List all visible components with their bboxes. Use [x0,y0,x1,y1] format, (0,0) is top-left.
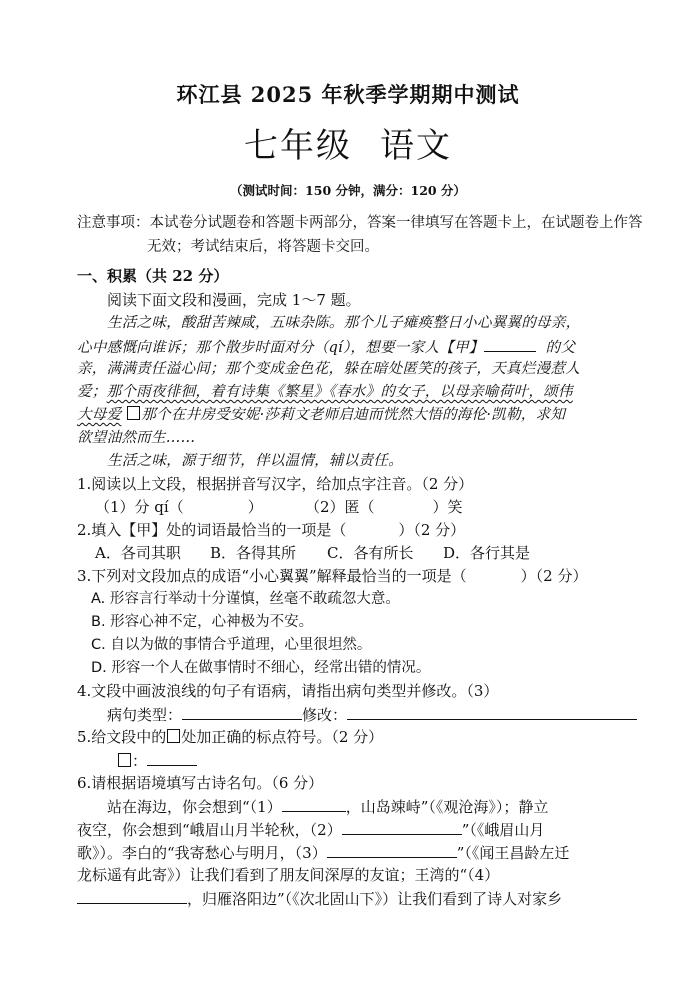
q2-option-c[interactable]: C．各有所长 [327,544,414,562]
q3-option-b[interactable]: B. 形容心神不定，心神极为不安。 [91,614,314,630]
q1-b-close: ）笑 [432,498,463,516]
q5-stem: 5.给文段中的 [77,728,167,746]
passage-line [77,335,575,359]
q2-option-b[interactable]: B．各得其所 [210,544,297,562]
q1-b-text: （2）匿（ [305,498,375,516]
q5-answer-line [117,749,197,772]
passage-line: 亲，满满责任溢心间；那个变成金色花，躲在暗处匿笑的孩子，天真烂漫惹人 [77,360,580,377]
q3-stem: 3.下列对文段加点的成语“小心翼翼”解释最恰当的一项是（ [77,567,467,585]
passage-text: 的父 [545,339,576,356]
q3-stem-end: ）（2 分） [520,567,588,585]
q6-blank-2[interactable] [342,818,462,835]
q6-text: ”（《闻王昌龄左迁 [456,844,570,862]
question-6: 6.请根据语境填写古诗名句。（6 分） [77,774,324,792]
question-1: 1.阅读以上文段，根据拼音写汉字，给加点字注音。（2 分） [77,475,474,493]
q6-line [77,818,544,841]
passage-line: 欲望油然而生…… [77,429,196,446]
q6-line: 龙标遥有此寄》）让我们看到了朋友间深厚的友谊；王湾的“（4） [77,866,500,884]
exam-info: （测试时间：150 分钟，满分：120 分） [230,183,466,198]
q6-text: ，归雁洛阳边”（《次北固山下》）让我们看到了诗人对家乡 [187,890,563,908]
q3-option-a[interactable]: A. 形容言行举动十分谨慎，丝毫不敢疏忽大意。 [91,591,400,607]
q4-type-label: 病句类型： [107,706,183,724]
punctuation-box[interactable] [127,406,140,420]
q5-answer-blank[interactable] [147,749,197,766]
punctuation-box-icon [167,729,180,743]
passage-line: 生活之味，源于细节，伴以温情，辅以责任。 [107,452,403,469]
notice-line-1: 注意事项：本试卷分试题卷和答题卡两部分，答案一律填写在答题卡上，在试题卷上作答 [77,215,643,231]
grade-subject-title [0,124,696,168]
q6-text: 站在海边，你会想到“（1） [107,798,282,816]
q6-text: 歌》）。李白的“我寄愁心与明月，（3） [77,844,327,862]
passage-line [77,404,565,426]
q6-line [77,841,569,864]
q6-text: 夜空，你会想到“峨眉山月半轮秋，（2） [77,821,342,839]
q1-a-close: ） [247,498,263,516]
notice-line-2: 无效；考试结束后，将答题卡交回。 [147,239,379,255]
grade-label: 七年级 [244,126,352,166]
q2-stem: 2.填入【甲】处的词语最恰当的一项是（ [77,521,347,539]
wavy-sentence: 那个雨夜徘徊，着有诗集《繁星》《春水》的女子，以母亲喻荷叶，颂伟 [106,383,573,400]
passage-line: 生活之味，酸甜苦辣咸，五味杂陈。那个儿子瘫痪整日小心翼翼的母亲， [107,314,581,331]
section-intro: 阅读下面文段和漫画，完成 1～7 题。 [107,291,361,309]
q3-option-d[interactable]: D. 形容一个人在做事情时不细心，经常出错的情况。 [91,660,431,676]
question-5 [77,726,383,748]
wavy-sentence: 大母爱 [77,406,122,423]
q4-answer-line [107,703,637,726]
question-3 [77,565,587,587]
q5-stem-end: 处加正确的标点符号。（2 分） [181,728,384,746]
q2-option-a[interactable]: A．各司其职 [95,544,181,562]
q2-option-d[interactable]: D．各行其是 [443,544,531,562]
q6-blank-1[interactable] [282,795,346,812]
q4-fix-blank[interactable] [347,703,637,720]
passage-text: 心中感慨向谁诉；那个散步时面对分（qí），想要一家人【甲】 [77,339,484,356]
q6-text: ，山岛竦峙”（《观沧海》）；静立 [345,798,549,816]
section-heading: 一、积累（共 22 分） [77,267,229,285]
q5-colon: ： [132,752,148,770]
question-2 [77,519,465,541]
passage-text: 爱； [77,383,107,400]
q6-blank-3[interactable] [327,841,457,858]
subject-label: 语文 [380,126,452,166]
q1-item-a [95,496,263,518]
q3-option-c[interactable]: C. 自以为做的事情合乎道理，心里很坦然。 [91,637,372,653]
punctuation-box-icon [118,753,131,767]
q4-fix-label: 修改： [302,706,348,724]
question-4: 4.文段中画波浪线的句子有语病，请指出病句类型并修改。（3） [77,682,499,700]
q2-stem-end: ）（2 分） [398,521,466,539]
q1-item-b [305,496,463,518]
q6-blank-4[interactable] [77,887,187,904]
q4-type-blank[interactable] [182,703,302,720]
q6-line [107,795,548,818]
q1-a-text: （1）分 qí（ [95,498,184,516]
passage-text: 那个在井房受安妮·莎莉文老师启迪而恍然大悟的海伦·凯勒，求知 [141,406,566,423]
passage-line [77,381,573,403]
q6-line [77,887,562,910]
exam-title: 环江县 2025 年秋季学期期中测试 [176,82,520,107]
blank-jia[interactable] [484,335,536,352]
q6-text: ”（《峨眉山月 [461,821,545,839]
